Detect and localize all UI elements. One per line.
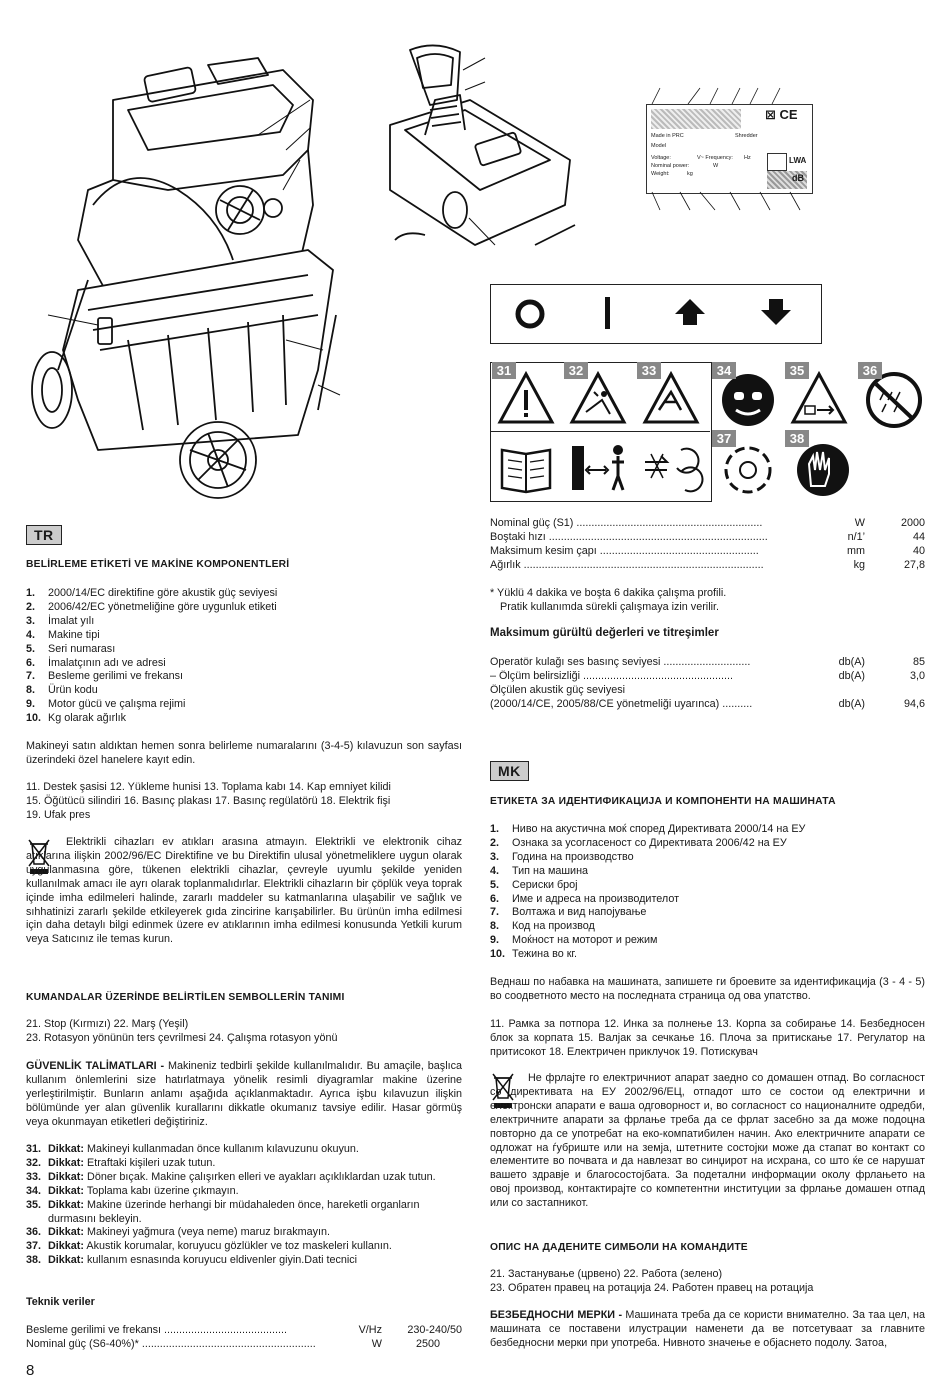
- tr-footnote: * Yüklü 4 dakika ve boşta 6 dakika çalışma profili. Pratik kullanımda sürekli çalışmaya izin verilir.: [490, 587, 727, 613]
- list-item: 7. Волтажа и вид напојување: [490, 906, 647, 919]
- hz-label: Hz: [744, 155, 751, 161]
- list-item: 35. Dikkat: Makine üzerinde herhangi bir müdahaleden önce, hareketli organların durmasını bekleyin.: [26, 1198, 420, 1225]
- list-item: 9. Motor gücü ve çalışma rejimi: [26, 698, 186, 711]
- db-label: dB: [792, 173, 804, 183]
- list-item: 33. Dikkat: Döner bıçak. Makine çalışırken elleri ve ayakları açıklıklardan uzak tutun.: [26, 1170, 436, 1183]
- stop-symbol-icon: [513, 297, 547, 331]
- list-item: 5. Seri numarası: [26, 642, 116, 655]
- list-item: 38. Dikkat: kullanım esnasında koruyucu eldivenler giyin.Dati tecnici: [26, 1254, 358, 1267]
- tr-symbols-heading: KUMANDALAR ÜZERİNDE BELİRTİLEN SEMBOLLERİN TANIMI: [26, 992, 345, 1003]
- down-arrow-icon: [759, 297, 793, 327]
- model-label: Model: [651, 143, 666, 149]
- table-row: Boştaki hızı ......................................................................... n/1’ 44: [490, 530, 925, 543]
- rotation-hand-warning-icon: [637, 432, 705, 500]
- tr-serial-paragraph: Makineyi satın aldıktan hemen sonra belirleme numaralarını (3-4-5) kılavuzun son sayfası üzerindeki özel hanelere kayıt edin.: [26, 740, 462, 766]
- shredder-illustration: [18, 40, 348, 510]
- icon-38: 38: [785, 430, 853, 498]
- icon-33: 33: [637, 362, 705, 430]
- power-label: Nominal power:: [651, 163, 690, 169]
- tr-identification-heading: BELİRLEME ETİKETİ VE MAKİNE KOMPONENTLERİ: [26, 559, 290, 570]
- table-row: Nominal güç (S6-40%)* .......................................................... W 2500: [26, 1337, 440, 1350]
- mk-safety-paragraph: БЕЗБЕДНОСНИ МЕРКИ - Машината треба да се користи внимателно. За таа цел, на машината се поставени илустрации наменети да ве потсетуваат за главните безбедносни мерки при употреба. Нивното значење е објаснето подолу. Затоа,: [490, 1309, 925, 1349]
- list-item: 34. Dikkat: Toplama kabı üzerine çıkmayın.: [26, 1184, 239, 1197]
- list-item: 37. Dikkat: Akustik korumalar, koruyucu gözlükler ve toz maskeleri kullanın.: [26, 1240, 392, 1253]
- list-item: 2. Ознака за усогласеност со Директивата 2006/42 на ЕУ: [490, 836, 787, 849]
- icon-37: 37: [712, 430, 780, 498]
- list-item: 7. Besleme gerilimi ve frekansı: [26, 670, 184, 683]
- mk-weee-paragraph: Не фрлајте го електричниот апарат заедно со домашен отпад. Во согласност со директивата на ЕУ 2002/96/ЕЦ, отпадот што се состои од електрични и електронски апарати е ваша одговорност и, во согласност со националните одредби, електричните апарати за фрлање треба да се фрлат засебно за да може подоцна повторно да се употребат на еко-компатибилен начин. Ако електричните апарати се одложат на ѓубриште или на земја, штетните состојки може да стапат во контакт со елементите во почвата и да навлезат во синџирот на исхрана, со што ќе се нарушат вашето здравје и благосостојбата. За подетални информации околу фрлањето на овој производ, контактирајте со компетентни институции за фрлање домашен отпад или со застапникот.: [490, 1072, 925, 1210]
- weight-label: Weight:: [651, 171, 670, 177]
- mk-symbols-list: 21. Застанување (црвено) 22. Работа (зелено) 23. Обратен правец на ротација 24. Работен правец на ротација: [490, 1268, 814, 1294]
- kg-label: kg: [687, 171, 693, 177]
- lwa-label: LWA: [789, 156, 807, 165]
- table-row: Ölçülen akustik güç seviyesi: [490, 683, 626, 696]
- up-arrow-icon: [673, 297, 707, 327]
- voltage-label: Voltage:: [651, 155, 671, 161]
- table-row: Besleme gerilimi ve frekansı ......................................... V/Hz 230-240/50: [26, 1324, 462, 1336]
- table-row: Maksimum kesim çapı ..................................................... mm 40: [490, 544, 925, 557]
- list-item: 5. Сериски број: [490, 878, 578, 891]
- tr-tech-heading: Teknik veriler: [26, 1296, 95, 1308]
- list-item: 3. İmalat yılı: [26, 614, 95, 627]
- tr-dikkat-list: [26, 1143, 462, 1268]
- mk-identification-list: [490, 823, 925, 962]
- list-item: 9. Моќност на моторот и режим: [490, 934, 658, 947]
- tr-symbols-list: 21. Stop (Kırmızı) 22. Marş (Yeşil) 23. Rotasyon yönünün ters çevrilmesi 24. Çalışma rotasyon yönü: [26, 1018, 338, 1044]
- product-label: Shredder: [735, 133, 758, 139]
- tr-tech-table: [26, 1324, 462, 1352]
- tr-safety-paragraph: GÜVENLİK TALİMATLARI - Makineniz tedbirli şekilde kullanılmalıdır. Bu amaçile, başlıca kullanım önlemlerini size hatırlatmaya yönelik resimli diyagramlar makine üzerine yerleştirilmiştir. Bunların anlamı aşağıda açıklanmaktadır. Ayrıca işbu kılavuzun ilişkin bölümünde yer alan güvenlik kurallarını dikkatle okumanız tavsiye edilir. Hasar görmüş veya okunmayan etiketleri değiştiriniz.: [26, 1060, 462, 1128]
- rating-plate-leaders: [640, 86, 820, 216]
- table-row: Operatör kulağı ses basınç seviyesi ............................. db(A) 85: [490, 656, 925, 668]
- mk-symbols-heading: ОПИС НА ДАДЕНИТЕ СИМБОЛИ НА КОМАНДИТЕ: [490, 1242, 748, 1253]
- keep-distance-icon: [564, 432, 632, 500]
- mk-serial-paragraph: Веднаш по набавка на машината, запишете ги броевите за идентификација (3 - 4 - 5) во соодветното место на последната страница од ова упатство.: [490, 976, 925, 1002]
- icon-35: 35: [785, 362, 853, 430]
- ce-mark-icon: ⊠ CE: [765, 107, 798, 122]
- w-label: W: [713, 163, 719, 169]
- tr-noise-heading: Maksimum gürültü değerleri ve titreşimler: [490, 627, 719, 639]
- list-item: 4. Makine tipi: [26, 628, 100, 641]
- tr-weee-paragraph: Elektrikli cihazları ev atıkları arasına atmayın. Elektrikli ve elektronik cihaz atıklarına ilişkin 2002/96/EC Direktifine ve bu Direktifin ulusal yönetmeliklere uygun olarak uygulanmasına göre, tükenen elektrikli cihazlar, çevreyle uyumlu şekilde yeniden kullanılmak amacı ile ayrı olarak toplanmalıdırlar. Elektrikli cihazların bir çöplük veya toprak içinde imha edilmeleri halinde, zararlı maddeler su katmanlarına ulaşabilir ve sağlık ve sıhhatinizi zararlı şekilde etkileyerek gıda zincirine karışabilirler. Bu ürünün imha edilmesi için daha detaylı bilgi edinmek üzere ev atıklarının imha edilmesi konusunda Yetkili kurum veya Satıcınız ile temas kurun.: [26, 836, 462, 946]
- start-symbol-icon: [603, 295, 613, 331]
- icon-34: 34: [712, 362, 780, 430]
- icon-31: 31: [492, 362, 560, 430]
- read-manual-icon: [492, 432, 560, 500]
- table-row: (2000/14/CE, 2005/88/CE yönetmeliği uyarınca) .......... db(A) 94,6: [490, 697, 925, 710]
- table-row: – Ölçüm belirsizliği .................................................. db(A) 3,0: [490, 669, 925, 682]
- list-item: 31. Dikkat: Makineyi kullanmadan önce kullanım kılavuzunu okuyun.: [26, 1143, 359, 1155]
- tr-noise-table: [490, 656, 925, 712]
- mk-components-list: 11. Рамка за потпора 12. Инка за полнење 13. Корпа за собирање 14. Безбедносен блок за корпата 15. Валјак за сечкање 16. Плоча за притискање 17. Регулатор на притисокот 18. Електричен приклучок 19. Потискувач: [490, 1018, 925, 1058]
- pusher-detail-illustration: [385, 40, 600, 255]
- mk-identification-heading: ЕТИКЕТА ЗА ИДЕНТИФИКАЦИЈА И КОМПОНЕНТИ НА МАШИНАТА: [490, 796, 836, 807]
- list-item: 36. Dikkat: Makineyi yağmura (veya neme) maruz bırakmayın.: [26, 1226, 331, 1239]
- icon-36: 36: [858, 362, 926, 430]
- table-row: Nominal güç (S1) .............................................................. W 2000: [490, 517, 925, 529]
- list-item: 10. Тежина во кг.: [490, 948, 578, 961]
- made-in-label: Made in PRC: [651, 133, 684, 139]
- list-item: 1. Ниво на акустична моќ според Директивата 2000/14 на ЕУ: [490, 823, 806, 835]
- control-symbols-panel: [490, 284, 822, 344]
- list-item: 1. 2000/14/EC direktifine göre akustik güç seviyesi: [26, 587, 278, 599]
- list-item: 3. Година на производство: [490, 850, 634, 863]
- tr-spec-table: [490, 517, 925, 573]
- frequency-label: V~ Frequency:: [697, 155, 733, 161]
- list-item: 6. Име и адреса на производителот: [490, 892, 680, 905]
- tr-components-list: 11. Destek şasisi 12. Yükleme hunisi 13. Toplama kabı 14. Kap emniyet kilidi 15. Öğütücü silindiri 16. Basınç plakası 17. Basınç regülatörü 18. Elektrik fişi 19. Ufak pres: [26, 781, 391, 821]
- table-row: Ağırlık ................................................................................ kg 27,8: [490, 558, 925, 571]
- tr-identification-list: [26, 587, 462, 726]
- list-item: 4. Тип на машина: [490, 864, 589, 877]
- list-item: 10. Kg olarak ağırlık: [26, 712, 127, 725]
- list-item: 32. Dikkat: Etraftaki kişileri uzak tutun.: [26, 1156, 216, 1169]
- tr-language-badge: TR: [26, 525, 62, 545]
- page-number: 8: [26, 1362, 35, 1379]
- icon-32: 32: [564, 362, 632, 430]
- list-item: 8. Код на производ: [490, 920, 595, 933]
- list-item: 6. İmalatçının adı ve adresi: [26, 656, 166, 669]
- list-item: 2. 2006/42/EC yönetmeliğine göre uygunluk etiketi: [26, 600, 277, 613]
- list-item: 8. Ürün kodu: [26, 684, 98, 697]
- mk-language-badge: MK: [490, 761, 529, 781]
